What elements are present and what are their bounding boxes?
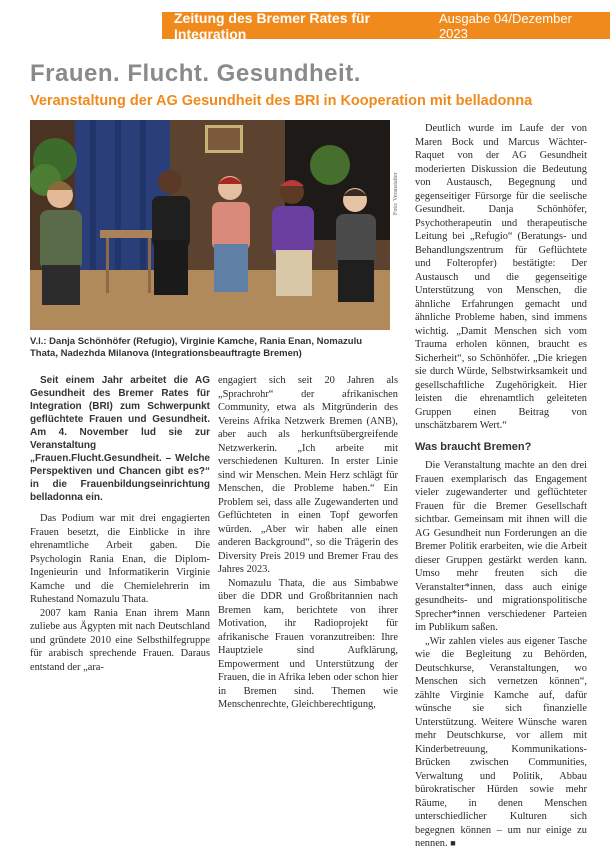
body-paragraph: „Wir zahlen vieles aus eigener Tasche wie die Begleitung zu Behörden, Deutschkurse, Veranstaltungen, wo Menschen sich vernetzen können“, zählte Virginie Kamche auf, dafür wünsche sie sich finanzielle Unterstützung. Weitere Wünsche waren mehr Deutschkurse, vor allem mit Kinderbetreuung, Kommunikations-Brücken zwischen Communities, Verwaltung und Politik, Abbau bürokratischer Hürden sowie mehr Räume, in denen Menschen unterschiedlicher Kulturen sich begegnen können – um nur einige zu nennen. ■	[415, 635, 587, 849]
group-photo	[30, 120, 390, 330]
lead-paragraph: Seit einem Jahr arbeitet die AG Gesundheit des Bremer Rates für Integration (BRI) zum Schwerpunkt geflüchtete Frauen und Gesundheit. Am 4. November lud sie zur Veranstaltung „Frauen.Flucht.Gesundheit. – Welche Perspektiven und Chancen gibt es?“ in die Frauenbildungseinrichtung belladonna ein.	[30, 375, 210, 503]
issue-label: Ausgabe 04/Dezember 2023	[438, 10, 572, 41]
photo-caption: V.l.: Danja Schönhöfer (Refugio), Virginie Kamche, Rania Enan, Nomazulu Thata, Nadezhda Milanova (Integrationsbeauftragte Bremen)	[30, 336, 363, 359]
column-3	[415, 122, 587, 851]
column-1	[30, 374, 210, 674]
body-paragraph: engagiert sich seit 20 Jahren als „Sprachrohr“ der afrikanischen Community, etwa als Mitgründerin des Vereins Afrika Netzwerk Bremen (ANB), aber auch als herkunftsübergreifende Netzwerkerin. „Ich arbeite mit verschiedenen Kulturen. In erster Linie sind wir Menschen. Mein Herz schlägt für Menschen, die Probleme haben.“ Ein Problem sei, dass alle Zugewanderten und Geflüchteten in einen Topf geworfen würden. „Aber wir haben alle einen anderen Background“, so die Trägerin des Diversity Preis 2019 und Bremer Frau des Jahres 2023.	[218, 375, 398, 575]
body-paragraph: Das Podium war mit drei engagierten Frauen besetzt, die Einblicke in ihre ehrenamtliche Arbeit gaben. Die Psychologin Rania Enan, die Diplom-Ingenieurin und Informatikerin Virginie Kamche und die Chemielehrerin im Ruhestand Nomazulu Thata.	[30, 513, 210, 605]
publication-name: Zeitung des Bremer Rates für Integration	[174, 9, 371, 42]
article-title: Frauen. Flucht. Gesundheit.	[30, 60, 361, 87]
publication-header	[162, 9, 610, 42]
column-2	[218, 374, 398, 712]
group-photo-illustration	[30, 120, 390, 330]
body-paragraph: Deutlich wurde im Laufe der von Maren Bock und Marcus Wächter-Raquet von der AG Gesundheit moderierten Diskussion die Bedeutung von Austausch, Begegnung und gegenseitiger Fürsorge für die seelische Gesundheit. Danja Schönhöfer, Psychotherapeutin und therapeutische Leitung bei „Refugio“ (Beratungs- und Behandlungszentrum für Geflüchtete und Folteropfer) bestätigte: Der Austausch und die gegenseitige Unterstützung von Menschen, die ähnliche Erfahrungen gemacht und ähnliche Probleme haben, sind immens wichtig. „Damit Menschen sich vom Trauma erholen können, braucht es Sicherheit“, so Schönhöfer. „Die kriegen sie durch Würde, Selbstwirksamkeit und gesellschaftliche Zugehörigkeit. Hier leisten die ehrenamtlich geleiteten Gruppen einen Beitrag von unschätzbarem Wert.“	[415, 123, 587, 431]
end-mark: ■	[450, 838, 456, 848]
article-subtitle: Veranstaltung der AG Gesundheit des BRI in Kooperation mit belladonna	[30, 93, 533, 109]
section-heading: Was braucht Bremen?	[415, 440, 532, 453]
body-paragraph: Nomazulu Thata, die aus Simbabwe über die DDR und Großbritannien nach Bremen kam, berichtete von ihrer Motivation, ihr Radioprojekt für afrikanische Frauen voranzutreiben: Ihre Hauptziele sind Aufklärung, Empowerment und Unterstützung der Frauen, die in Afrika leben oder schon hier in Bremen sind. Themen wie Menschenrechte, Gleichberechtigung,	[218, 577, 398, 710]
photo-credit: Foto: Veranstalter	[393, 172, 399, 215]
body-paragraph: Die Veranstaltung machte an den drei Frauen exemplarisch das Engagement vieler zugewanderter und geflüchteter Frauen für die Bremer Gesellschaft sichtbar. Gemeinsam mit ihnen will die AG Gesundheit nun Forderungen an die Bremer Politik erarbeiten, wie die Arbeit dieser Gruppen gestärkt werden kann. Umso mehr freuten sich die Veranstalter*innen, dass auch einige gesundheits- und migrationspolitische Sprecher*innen verschiedener Parteien im Publikum saßen.	[415, 460, 587, 633]
body-paragraph: 2007 kam Rania Enan ihrem Mann zuliebe aus Ägypten mit nach Deutschland und gründete 2010 eine Selbsthilfegruppe für arabisch sprechende Frauen. Daraus entstand der „ara-	[30, 607, 210, 673]
